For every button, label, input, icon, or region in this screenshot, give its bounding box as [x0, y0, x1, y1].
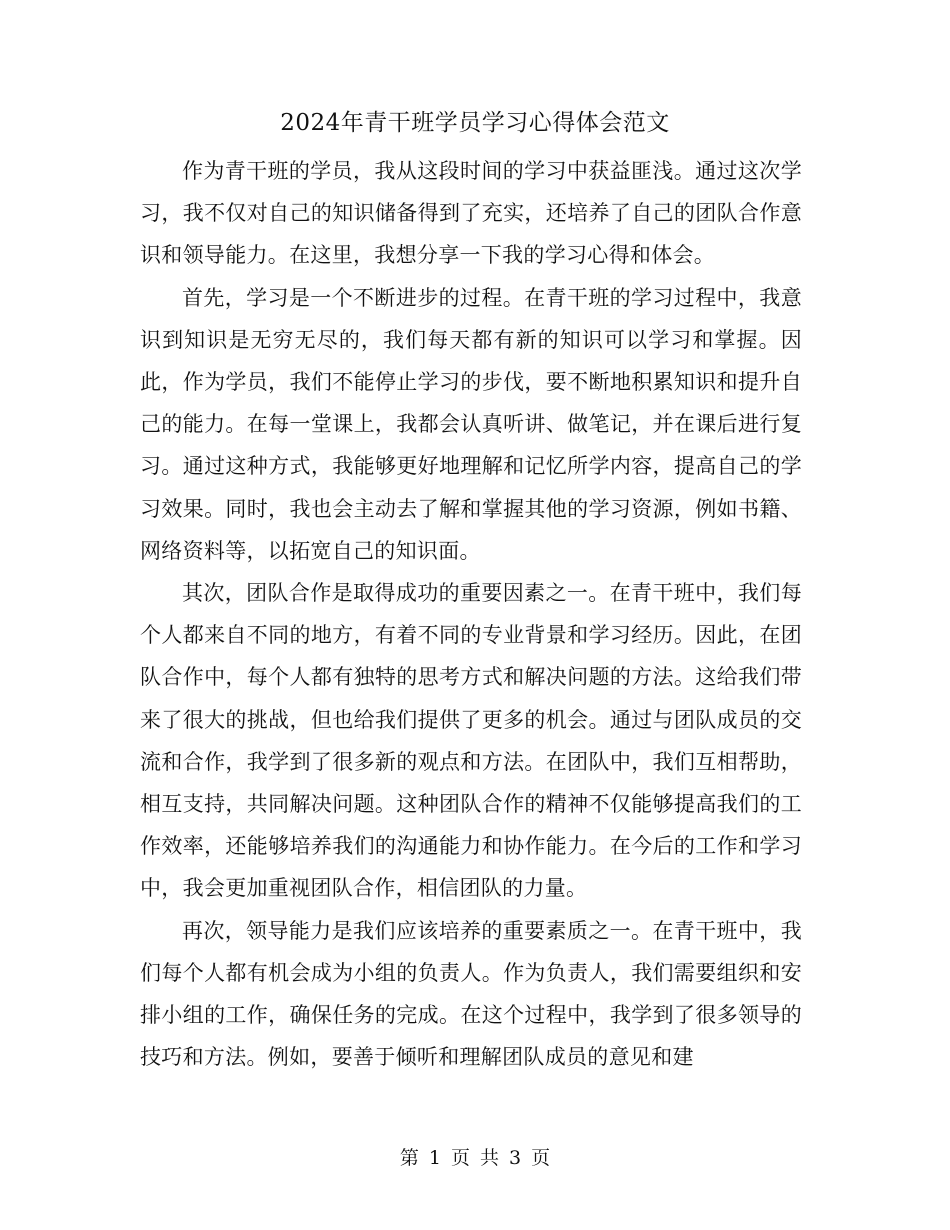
document-body: [140, 150, 802, 1078]
paragraph-learning: 首先，学习是一个不断进步的过程。在青干班的学习过程中，我意识到知识是无穷无尽的，我们每天都有新的知识可以学习和掌握。因此，作为学员，我们不能停止学习的步伐，要不断地积累知识和提升自己的能力。在每一堂课上，我都会认真听讲、做笔记，并在课后进行复习。通过这种方式，我能够更好地理解和记忆所学内容，提高自己的学习效果。同时，我也会主动去了解和掌握其他的学习资源，例如书籍、网络资料等，以拓宽自己的知识面。: [140, 285, 802, 563]
page-number-footer: 第 1 页 共 3 页: [399, 1147, 551, 1169]
paragraph-leadership: 再次，领导能力是我们应该培养的重要素质之一。在青干班中，我们每个人都有机会成为小组的负责人。作为负责人，我们需要组织和安排小组的工作，确保任务的完成。在这个过程中，我学到了很多领导的技巧和方法。例如，要善于倾听和理解团队成员的意见和建: [140, 918, 802, 1070]
document-title: 2024年青干班学员学习心得体会范文: [280, 110, 670, 136]
paragraph-teamwork: 其次，团队合作是取得成功的重要因素之一。在青干班中，我们每个人都来自不同的地方，有着不同的专业背景和学习经历。因此，在团队合作中，每个人都有独特的思考方式和解决问题的方法。这给我们带来了很大的挑战，但也给我们提供了更多的机会。通过与团队成员的交流和合作，我学到了很多新的观点和方法。在团队中，我们互相帮助，相互支持，共同解决问题。这种团队合作的精神不仅能够提高我们的工作效率，还能够培养我们的沟通能力和协作能力。在今后的工作和学习中，我会更加重视团队合作，相信团队的力量。: [140, 581, 802, 901]
paragraph-intro: 作为青干班的学员，我从这段时间的学习中获益匪浅。通过这次学习，我不仅对自己的知识储备得到了充实，还培养了自己的团队合作意识和领导能力。在这里，我想分享一下我的学习心得和体会。: [140, 159, 802, 268]
